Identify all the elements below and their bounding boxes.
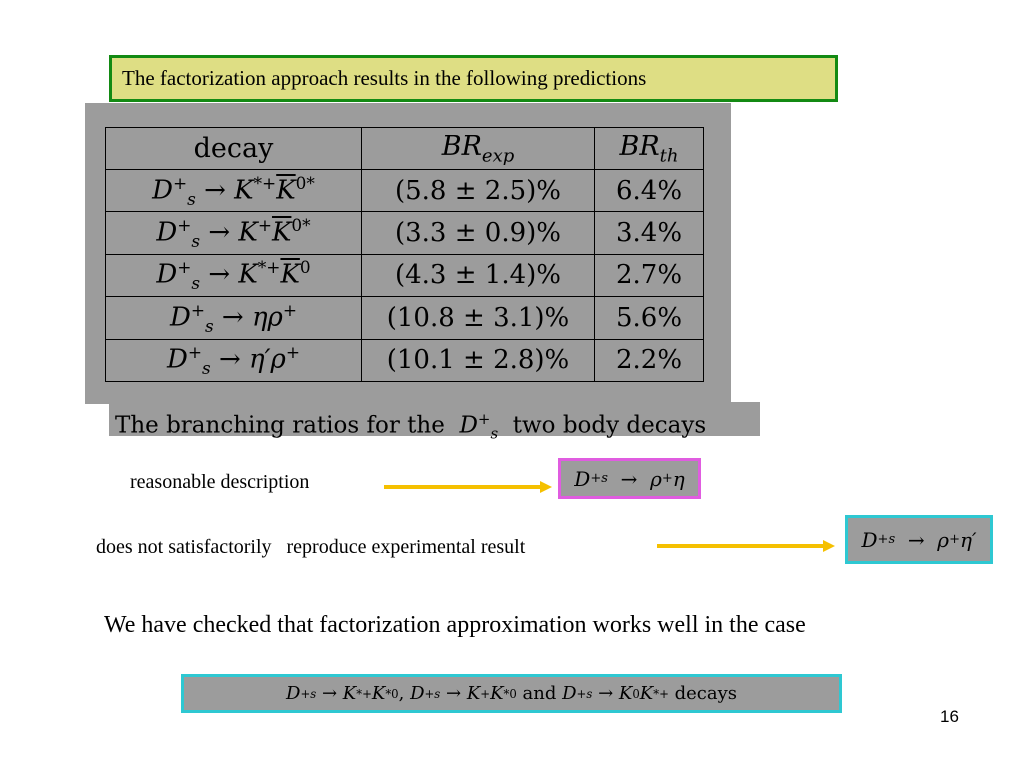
br-th-cell: 2.7%: [595, 254, 704, 296]
formula-box-unsatisfactory: D + s → ρ + η′: [845, 515, 993, 564]
page-number: 16: [940, 707, 959, 726]
br-th-cell: 2.2%: [595, 339, 704, 381]
table-row: [106, 169, 704, 211]
br-exp-cell: (5.8 ± 2.5)%: [362, 169, 595, 211]
br-exp-cell: (3.3 ± 0.9)%: [362, 212, 595, 254]
br-th-cell: 6.4%: [595, 169, 704, 211]
headline-box: [109, 55, 838, 102]
header-decay: decay: [106, 128, 362, 170]
table-row: [106, 339, 704, 381]
br-th-cell: 5.6%: [595, 297, 704, 339]
table-row: [106, 297, 704, 339]
formula-box-reasonable: D + s → ρ + η: [558, 458, 701, 499]
br-exp-cell: (10.1 ± 2.8)%: [362, 339, 595, 381]
decay-cell: $D^+_s \to K^{*+}\overline{K}^0$: [106, 254, 362, 296]
comparison-label-reasonable: reasonable description: [130, 471, 310, 493]
header-br-th: $BR_{th}$: [595, 128, 704, 170]
final-formula-box: D + s → K *+ K *0 , D + s → K + K *0 and D + s → K 0 K *+ decays: [181, 674, 842, 713]
decay-cell: $D^+_s \to K^{*+}\overline{K}^{0*}$: [106, 169, 362, 211]
headline-text: The factorization approach results in the following predictions: [122, 66, 647, 90]
arrow-icon: [384, 478, 554, 496]
header-br-exp: $BR_{exp}$: [362, 128, 595, 170]
br-th-cell: 3.4%: [595, 212, 704, 254]
br-exp-cell: (10.8 ± 3.1)%: [362, 297, 595, 339]
table-header-row: [106, 128, 704, 170]
decay-cell: $D^+_s \to K^+\overline{K}^{0*}$: [106, 212, 362, 254]
br-exp-cell: (4.3 ± 1.4)%: [362, 254, 595, 296]
decay-cell: $D^+_s \to \eta'\rho^+$: [106, 339, 362, 381]
table-caption: The branching ratios for the $D^+_s$ two body decays: [109, 402, 760, 436]
table-row: [106, 254, 704, 296]
conclusion-text: We have checked that factorization approximation works well in the case: [104, 612, 806, 638]
table-row: [106, 212, 704, 254]
branching-ratio-panel: [85, 103, 731, 404]
decay-cell: $D^+_s \to \eta\rho^+$: [106, 297, 362, 339]
comparison-label-unsatisfactory: does not satisfactorily reproduce experimental result: [96, 536, 526, 558]
arrow-icon: [657, 537, 837, 555]
branching-ratio-table: [105, 127, 704, 382]
